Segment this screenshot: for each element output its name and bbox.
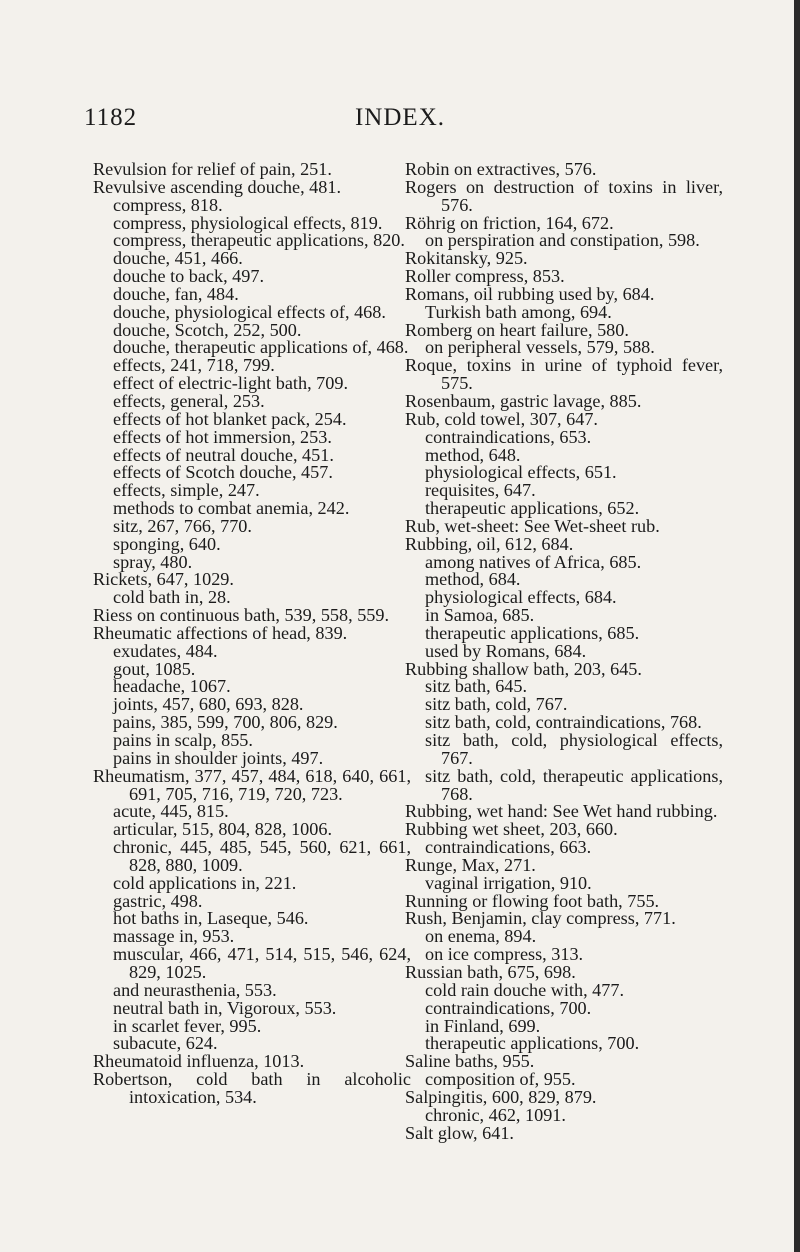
index-subentry: spray, 480. [113, 551, 193, 572]
index-subentry: douche to back, 497. [113, 266, 265, 287]
index-entry: Rheumatism, 377, 457, 484, 618, 640, 661, 691, 705, 716, 719, 720, 723. [93, 765, 411, 804]
index-entry: Roque, toxins in urine of typhoid fever, 575. [405, 355, 723, 394]
index-entry: Rokitansky, 925. [405, 248, 528, 269]
page-title: INDEX. [354, 104, 445, 131]
index-entry: Salpingitis, 600, 829, 879. [405, 1086, 597, 1107]
index-subentry: pains, 385, 599, 700, 806, 829. [113, 712, 338, 733]
index-subentry: headache, 1067. [113, 676, 231, 697]
index-subentry: douche, therapeutic applications of, 468. [113, 337, 409, 358]
index-subentry: in Samoa, 685. [425, 605, 535, 626]
index-subentry: articular, 515, 804, 828, 1006. [113, 819, 332, 840]
index-subentry: douche, fan, 484. [113, 283, 239, 304]
page-edge [794, 0, 800, 1252]
index-subentry: acute, 445, 815. [113, 801, 229, 822]
index-subentry: sponging, 640. [113, 533, 221, 554]
index-entry: Rush, Benjamin, clay compress, 771. [405, 908, 676, 929]
index-subentry: compress, 818. [113, 194, 223, 215]
index-entry: Romans, oil rubbing used by, 684. [405, 283, 655, 304]
index-subentry: effects of neutral douche, 451. [113, 444, 334, 465]
index-subentry: hot baths in, Laseque, 546. [113, 908, 309, 929]
index-subentry: sitz bath, 645. [425, 676, 528, 697]
index-subentry: pains in shoulder joints, 497. [113, 747, 324, 768]
index-entry: Robin on extractives, 576. [405, 159, 597, 179]
index-subentry: compress, physiological effects, 819. [113, 212, 383, 233]
index-entry: Salt glow, 641. [405, 1122, 514, 1143]
index-entry: Rubbing, wet hand: See Wet hand rubbing. [405, 801, 718, 822]
index-subentry: effects of Scotch douche, 457. [113, 462, 333, 483]
index-entry: Robertson, cold bath in alcoholic intoxication, 534. [93, 1069, 411, 1107]
page-header [0, 104, 800, 134]
index-subentry: on perspiration and constipation, 598. [425, 230, 700, 251]
index-subentry: gastric, 498. [113, 890, 203, 911]
index-entry: Revulsive ascending douche, 481. [93, 176, 342, 197]
index-subentry: on peripheral vessels, 579, 588. [425, 337, 655, 358]
index-subentry: sitz bath, cold, contraindications, 768. [425, 712, 702, 733]
index-subentry: douche, 451, 466. [113, 248, 243, 269]
index-subentry: physiological effects, 684. [425, 587, 617, 608]
index-entry: Rogers on destruction of toxins in liver, 576. [405, 176, 723, 215]
index-subentry: method, 648. [425, 444, 521, 465]
index-entry: Russian bath, 675, 698. [405, 961, 576, 982]
index-entry: Röhrig on friction, 164, 672. [405, 212, 614, 233]
index-subentry: cold applications in, 221. [113, 872, 297, 893]
index-entry: Runge, Max, 271. [405, 854, 536, 875]
index-subentry: chronic, 462, 1091. [425, 1104, 566, 1125]
index-subentry: contraindications, 653. [425, 426, 592, 447]
index-subentry: douche, physiological effects of, 468. [113, 301, 386, 322]
index-entry: Rubbing shallow bath, 203, 645. [405, 658, 642, 679]
index-subentry: neutral bath in, Vigoroux, 553. [113, 997, 337, 1018]
index-subentry: therapeutic applications, 685. [425, 622, 640, 643]
index-subentry: cold rain douche with, 477. [425, 979, 625, 1000]
index-subentry: composition of, 955. [425, 1069, 576, 1090]
index-subentry: chronic, 445, 485, 545, 560, 621, 661, 828, 880, 1009. [113, 837, 411, 875]
index-subentry: massage in, 953. [113, 926, 235, 947]
index-subentry: methods to combat anemia, 242. [113, 498, 350, 519]
index-subentry: on enema, 894. [425, 926, 537, 947]
index-subentry: physiological effects, 651. [425, 462, 617, 483]
page-number: 1182 [84, 104, 138, 131]
index-entry: Rub, cold towel, 307, 647. [405, 408, 598, 429]
index-subentry: pains in scalp, 855. [113, 730, 253, 750]
index-entry: Riess on continuous bath, 539, 558, 559. [93, 605, 390, 626]
index-entry: Rickets, 647, 1029. [93, 569, 234, 590]
index-subentry: gout, 1085. [113, 658, 196, 679]
index-subentry: exudates, 484. [113, 640, 218, 661]
index-entry: Rheumatic affections of head, 839. [93, 622, 348, 643]
index-subentry: on ice compress, 313. [425, 944, 584, 965]
index-entry: Revulsion for relief of pain, 251. [93, 159, 332, 179]
index-subentry: joints, 457, 680, 693, 828. [113, 694, 304, 715]
index-subentry: effects, general, 253. [113, 390, 265, 411]
index-column-right [405, 161, 723, 1142]
index-subentry: effects of hot blanket pack, 254. [113, 408, 347, 429]
index-entry: Rheumatoid influenza, 1013. [93, 1051, 305, 1072]
index-entry: Rub, wet-sheet: See Wet-sheet rub. [405, 515, 660, 536]
index-subentry: contraindications, 663. [425, 837, 592, 858]
index-subentry: in Finland, 699. [425, 1015, 541, 1036]
index-entry: Running or flowing foot bath, 755. [405, 890, 660, 911]
index-subentry: sitz bath, cold, physiological effects, 767. [425, 730, 723, 768]
index-subentry: effects, 241, 718, 799. [113, 355, 275, 376]
index-entry: Saline baths, 955. [405, 1051, 535, 1072]
index-subentry: sitz bath, cold, therapeutic applications, 768. [425, 765, 723, 804]
index-subentry: effects, simple, 247. [113, 480, 260, 501]
index-subentry: sitz bath, cold, 767. [425, 694, 568, 715]
index-entry: Romberg on heart failure, 580. [405, 319, 629, 340]
index-subentry: and neurasthenia, 553. [113, 979, 277, 1000]
index-subentry: compress, therapeutic applications, 820. [113, 230, 405, 251]
index-subentry: method, 684. [425, 569, 521, 590]
index-subentry: effects of hot immersion, 253. [113, 426, 332, 447]
index-entry: Roller compress, 853. [405, 266, 565, 287]
index-subentry: used by Romans, 684. [425, 640, 587, 661]
index-subentry: contraindications, 700. [425, 997, 592, 1018]
index-column-left [93, 161, 411, 1107]
index-subentry: in scarlet fever, 995. [113, 1015, 262, 1036]
index-subentry: sitz, 267, 766, 770. [113, 515, 252, 536]
index-subentry: effect of electric-light bath, 709. [113, 373, 348, 394]
index-subentry: therapeutic applications, 700. [425, 1033, 640, 1054]
index-subentry: among natives of Africa, 685. [425, 551, 642, 572]
index-subentry: vaginal irrigation, 910. [425, 872, 592, 893]
index-subentry: Turkish bath among, 694. [425, 301, 612, 322]
index-subentry: therapeutic applications, 652. [425, 498, 640, 519]
index-entry: Rosenbaum, gastric lavage, 885. [405, 390, 642, 411]
index-subentry: douche, Scotch, 252, 500. [113, 319, 302, 340]
index-entry: Rubbing wet sheet, 203, 660. [405, 819, 618, 840]
index-subentry: requisites, 647. [425, 480, 536, 501]
index-subentry: subacute, 624. [113, 1033, 218, 1054]
index-subentry: cold bath in, 28. [113, 587, 231, 608]
index-entry: Rubbing, oil, 612, 684. [405, 533, 574, 554]
index-subentry: muscular, 466, 471, 514, 515, 546, 624, 829, 1025. [113, 944, 411, 982]
